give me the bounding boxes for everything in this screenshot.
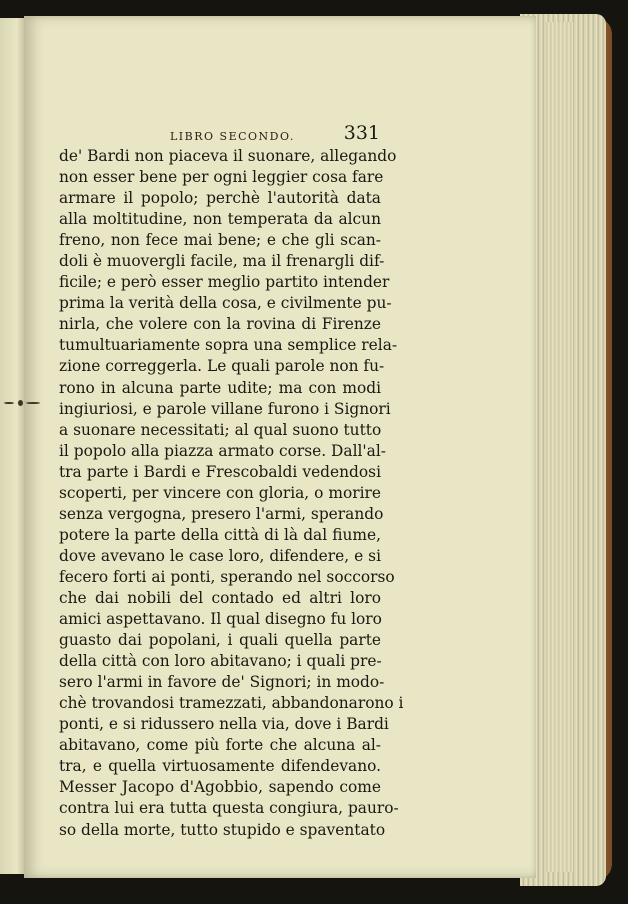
text-line: sero l'armi in favore de' Signori; in modo-	[59, 673, 385, 692]
text-line: rono in alcuna parte udite; ma con modi	[59, 378, 381, 397]
body-text	[59, 146, 404, 841]
text-line: so della morte, tutto stupido e spaventato	[59, 820, 386, 839]
text-line: zione correggerla. Le quali parole non fu-	[59, 357, 385, 376]
text-line: contra lui era tutta questa congiura, pauro-	[59, 799, 399, 818]
text-line: amici aspettavano. Il qual disegno fu loro	[59, 610, 382, 629]
text-line: della città con loro abitavano; i quali pre-	[59, 652, 382, 671]
text-line: freno, non fece mai bene; e che gli scan-	[59, 231, 381, 250]
text-line: abitavano, come più forte che alcuna al-	[59, 736, 381, 755]
text-line: a suonare necessitati; al qual suono tutto	[59, 420, 382, 439]
text-line: Messer Jacopo d'Agobbio, sapendo come	[59, 778, 381, 797]
text-line: guasto dai popolani, i quali quella parte	[59, 631, 381, 650]
text-line: tumultuariamente sopra una semplice rela-	[59, 336, 398, 355]
text-line: armare il popolo; perchè l'autorità data	[59, 189, 381, 208]
text-line: potere la parte della città di là dal fiume,	[59, 525, 381, 544]
text-line: non esser bene per ogni leggier cosa fare	[59, 168, 384, 187]
text-line: che dai nobili del contado ed altri loro	[59, 588, 381, 607]
text-line: tra parte i Bardi e Frescobaldi vedendosi	[59, 462, 381, 481]
text-line: dove avevano le case loro, difendere, e si	[59, 546, 381, 565]
text-line: tra, e quella virtuosamente difendevano.	[59, 757, 381, 776]
text-line: ponti, e si ridussero nella via, dove i Bardi	[59, 715, 389, 734]
text-line: ingiuriosi, e parole villane furono i Signori	[59, 399, 391, 418]
text-line: de' Bardi non piaceva il suonare, allegando	[59, 147, 397, 165]
text-line: fecero forti ai ponti, sperando nel soccorso	[59, 567, 395, 586]
margin-ink-mark	[4, 400, 46, 406]
text-line: prima la verità della cosa, e civilmente pu-	[59, 294, 392, 313]
running-head: LIBRO SECONDO.	[170, 130, 295, 143]
text-line: chè trovandosi tramezzati, abbandonarono i	[59, 694, 404, 713]
text-line: doli è muovergli facile, ma il frenargli dif-	[59, 252, 385, 271]
text-line: il popolo alla piazza armato corse. Dall'al-	[59, 441, 386, 460]
text-line: nirla, che volere con la rovina di Firenze	[59, 315, 381, 334]
text-line: scoperti, per vincere con gloria, o morire	[59, 483, 381, 502]
page-number: 331	[343, 122, 380, 144]
text-line: senza vergogna, presero l'armi, sperando	[59, 504, 384, 523]
text-line: alla moltitudine, non temperata da alcun	[59, 210, 381, 229]
page-header	[140, 116, 380, 146]
page-stack-inner	[545, 22, 573, 872]
facing-page-edge	[0, 18, 25, 874]
text-line: ficile; e però esser meglio partito intender	[59, 273, 390, 292]
